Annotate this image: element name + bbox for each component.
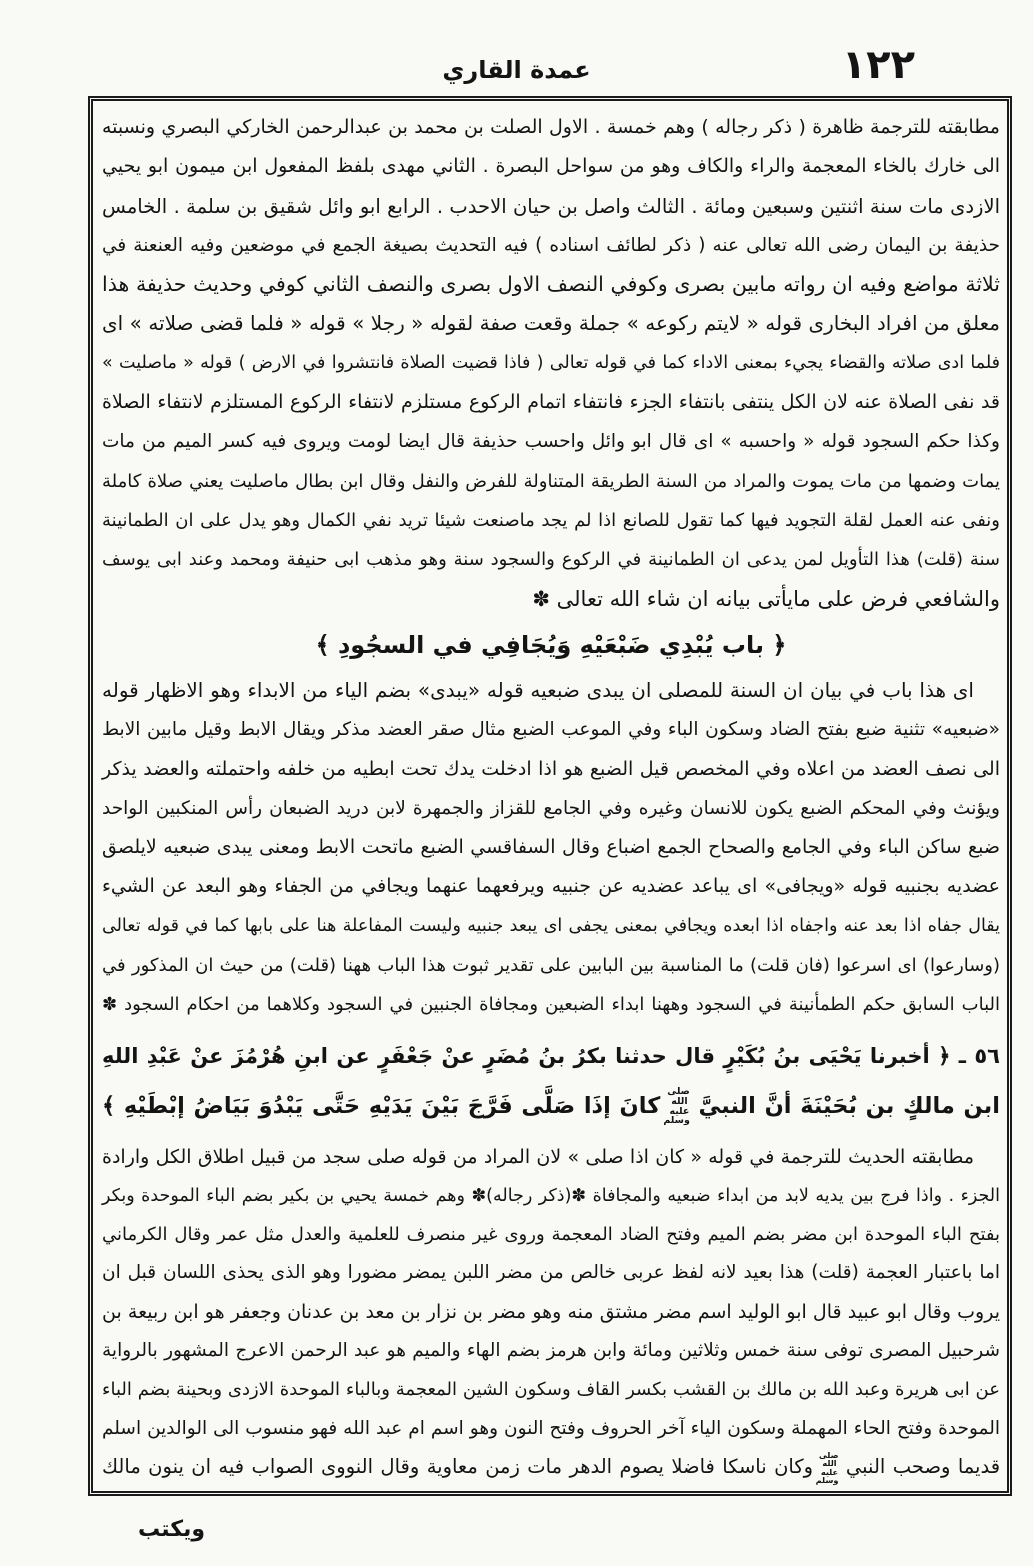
commentary-block [102, 108, 1000, 619]
commentary-block [102, 1138, 1000, 1487]
text-line: عضديه بجنبيه قوله «ويجافى» اى يباعد عضديه عن جنبيه ويرفعهما عنهما ويجافي من الجفاء وهو البعد عن الشيء [102, 875, 1000, 898]
hadith-line [102, 1081, 1000, 1131]
text-line-start: قديما وصحب النبي [845, 1455, 1001, 1479]
chapter-heading: ﴿ باب يُبْدِي ضَبْعَيْهِ وَيُجَافِي في السجُودِ ﴾ [315, 631, 787, 659]
page-number: ١٢٢ [841, 42, 915, 88]
text-line: ضبع ساكن الباء وفي الجامع والصحاح الجمع اضباع وقال السفاقسي الضبع ماتحت الابط ومعنى يبدى ضبعيه لايلصق [102, 836, 1000, 859]
text-line: (وسارعوا) اى اسرعوا (فان قلت) ما المناسبة بين البابين على تقدير ثبوت هذا الباب ههنا (قلت) من حيث ان المذكور في [102, 955, 1000, 977]
book-title: عمدة القاري [442, 56, 591, 84]
commentary-block [102, 671, 1000, 1025]
text-line: «ضبعيه» تثنية ضبع بفتح الضاد وسكون الباء وفي الموعب الضبع مثال صقر العضد مذكر ويقال الابط وقيل مابين الابط [102, 719, 1000, 741]
text-line: قد نفى الصلاة عنه لان الكل ينتفى بانتفاء الجزء فانتفاء اتمام الركوع مستلزم لانتفاء الركوع المستلزم لانتفاء الصلاة [102, 391, 1000, 414]
text-line: اى هذا باب في بيان ان السنة للمصلى ان يبدى ضبعيه قوله «يبدى» بضم الياء من الابداء وهو الاظهار قوله [102, 678, 974, 702]
text-line: الازدى مات سنة اثنتين وسبعين ومائة . الثالث واصل بن حيان الاحدب . الرابع ابو وائل شقيق بن سلمة . الخامس [102, 194, 1000, 218]
text-line: معلق من افراد البخارى قوله « لايتم ركوعه » جملة وقعت صفة لقوله « رجلا » قوله « فلما قضى صلاته » اى [102, 311, 1000, 336]
text-line-end: وكان ناسكا فاضلا يصوم الدهر مات زمن معاوية وقال النووى الصواب فيه ان ينون مالك [102, 1455, 814, 1479]
text-line: شرحبيل المصرى توفى سنة خمس وثلاثين ومائة وابن هرمز بضم الهاء والميم هو عبد الرحمن الاعرج المشهور بالرواية [102, 1339, 1000, 1361]
text-line: وكذا حكم السجود قوله « واحسبه » اى قال ابو وائل واحسب حذيفة قال ايضا لومت ويروى فيه كسر الميم من مات [102, 431, 1000, 453]
text-line: الى نصف العضد من اعلاه وفي المخصص قيل الضبع هو اذا ادخلت يدك تحت ابطيه من خلفه واحتملته والعضد يذكر [102, 757, 1000, 780]
text-line [102, 1448, 1000, 1487]
text-line: حذيفة بن اليمان رضى الله تعالى عنه ( ذكر لطائف اسناده ) فيه التحديث بصيغة الجمع في موضعين وفيه العنعنة في [102, 234, 1000, 256]
text-line: ثلاثة مواضع وفيه ان رواته مابين بصرى وكوفي النصف الاول بصرى والنصف الثاني كوفي وحديث حذيفة هذا [102, 272, 1000, 297]
text-line: مطابقته للترجمة ظاهرة ( ذكر رجاله ) وهم خمسة . الاول الصلت بن محمد بن عبدالرحمن الخاركي البصري ونسبته [102, 116, 1000, 138]
hadith-text [102, 1031, 1000, 1131]
text-line: عن ابى هريرة وعبد الله بن مالك بن القشب بكسر القاف وسكون الشين المعجمة وبالباء الموحدة الازدى وبحينة بضم الباء [102, 1378, 1000, 1400]
text-line: الباب السابق حكم الطمأنينة في السجود وههنا ابداء الضبعين ومجافاة الجنبين في السجود وكلاهما من احكام السجود ✽ [102, 994, 1000, 1016]
text-line: بفتح الباء الموحدة ابن مضر بضم الميم وفتح الضاد المعجمة وروى غير منصرف للعلمية والعدل مثل عمر وقال الكرماني [102, 1223, 1000, 1245]
salawat-ligature: صلى الله عليه وسلم [663, 1085, 690, 1127]
hadith-line: ٥٦ ـ ﴿ أخبرنا يَحْيَى بنُ بُكَيْرٍ قال حدثنا بكرُ بنُ مُضَرٍ عنْ جَعْفَرٍ عن ابنِ هُرْمُزَ عنْ عَبْدِ اللهِ [102, 1044, 1000, 1068]
text-line: يقال جفاه اذا بعد عنه واجفاه اذا ابعده ويجافي بمعنى يجفى اى يبعد جنبيه وليست المفاعلة هنا على بابها كما في قوله تعالى [102, 915, 1000, 936]
text-line: ونفى عنه العمل لقلة التجويد فيها كما تقول للصانع اذا لم يجد ماصنعت شيئا تريد نفي الكمال وهو يدل على ان الطمانينة [102, 509, 1000, 531]
catchword: ويكتب [138, 1517, 205, 1542]
salawat-ligature: صلى الله عليه وسلم [815, 1449, 839, 1486]
text-line: يمات وضمها من مات يموت والمراد من السنة الطريقة المتناولة للفرض والنفل وقال ابن بطال ماصليت يعني صلاة كاملة [102, 470, 1000, 492]
text-line: فلما ادى صلاته والقضاء يجيء بمعنى الاداء كما في قوله تعالى ( فاذا قضيت الصلاة فانتشروا في الارض ) قوله « ماصليت » [102, 352, 1000, 373]
text-line: اما باعتبار العجمة (قلت) هذا بعيد لانه لفظ عربى خالص من مضر اللبن يمضر مضورا وهو الذى يحذى اللسان قبل ان [102, 1262, 1000, 1284]
text-line: يروب وقال ابو عبيد قال ابو الوليد اسم مضر مشتق منه وهو مضر بن نزار بن معد بن عدنان وجعفر هو ابن ربيعة بن [102, 1301, 1000, 1324]
text-line: الى خارك بالخاء المعجمة والراء والكاف وهو من سواحل البصرة . الثاني مهدى بلفظ المفعول ابن ميمون ابو يحيي [102, 155, 1000, 178]
text-line: الموحدة وفتح الحاء المهملة وسكون الياء آخر الحروف وفتح النون وهو اسم ام عبد الله فهو منسوب الى الوالدين اسلم [102, 1417, 1000, 1439]
text-line: سنة (قلت) هذا التأويل لمن يدعى ان الطمانينة في الركوع والسجود سنة وهو مذهب ابى حنيفة ومحمد وعند ابى يوسف [102, 549, 1000, 571]
hadith-line-end: كانَ إذَا صَلَّى فَرَّجَ بَيْنَ يَدَيْهِ حَتَّى يَبْدُوَ بَيَاضُ إبْطَيْهِ ﴾ [102, 1093, 661, 1119]
text-line: الجزء . واذا فرج بين يديه لابد من ابداء ضبعيه والمجافاة ✽(ذكر رجاله)✽ وهم خمسة يحيي بن بكير بضم الباء الموحدة وبكر [102, 1185, 1000, 1206]
hadith-line-start: ابن مالكٍ بن بُحَيْنَةَ أنَّ النبيَّ [698, 1093, 1000, 1119]
text-line: ويؤنث وفي المحكم الضبع يكون للانسان وغيره وفي الجامع للقزاز والجمهرة لابن دريد الضبعان رأس المنكبين الواحد [102, 797, 1000, 819]
text-line: مطابقته الحديث للترجمة في قوله « كان اذا صلى » لان المراد من قوله صلى سجد من قبيل اطلاق الكل وارادة [102, 1146, 974, 1168]
text-line: والشافعي فرض على مايأتى بيانه ان شاء الله تعالى ✽ [532, 586, 1000, 611]
